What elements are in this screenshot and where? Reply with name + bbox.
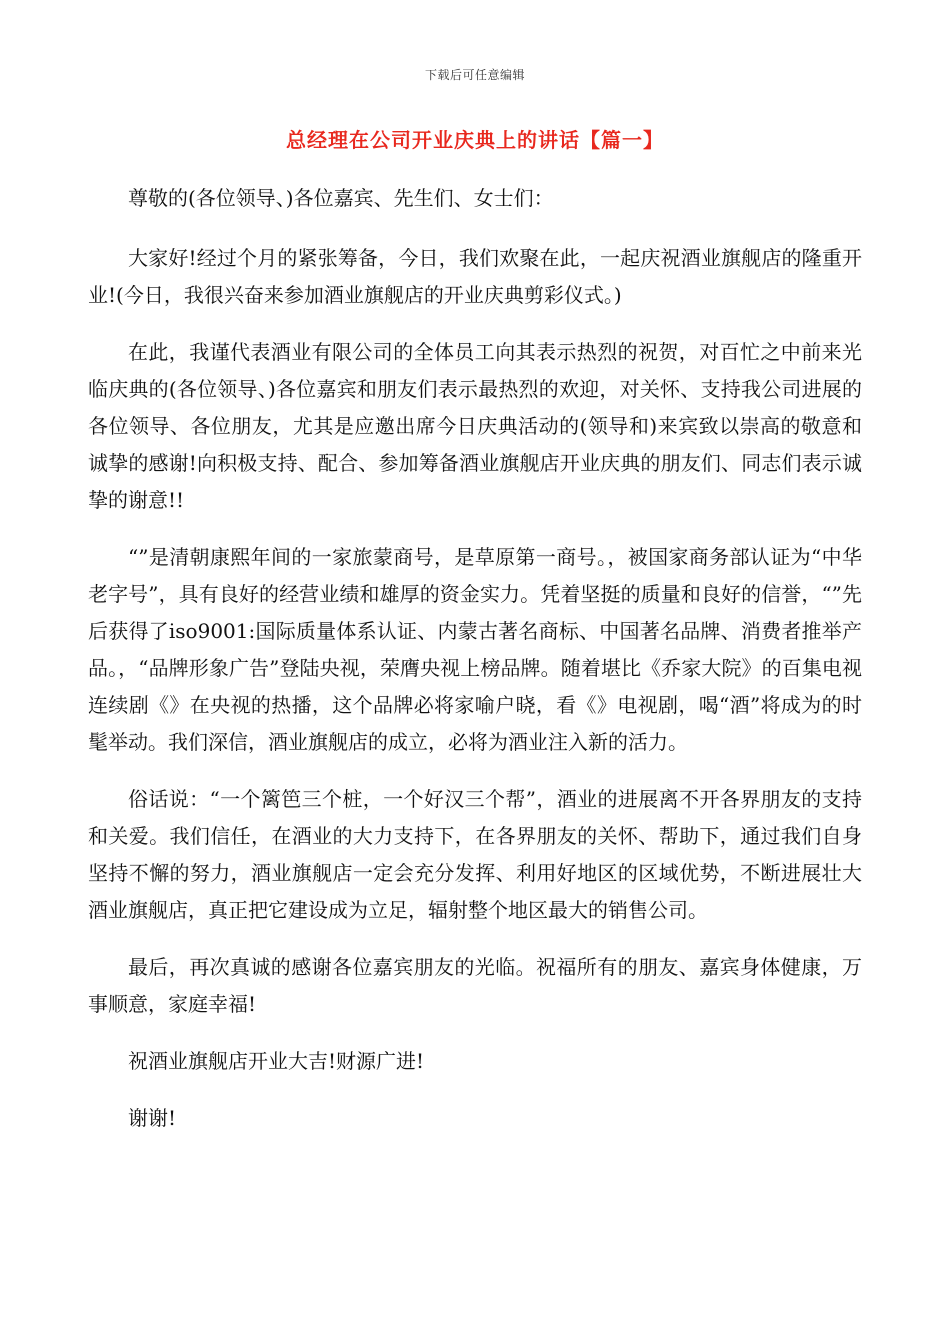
support-paragraph: 俗话说：“一个篱笆三个桩，一个好汉三个帮”，酒业的进展离不开各界朋友的支持和关爱。我们信任，在酒业的大力支持下，在各界朋友的关怀、帮助下，通过我们自身坚持不懈的努力，酒业旗舰店一定会充分发挥、利用好地区的区域优势，不断进展壮大酒业旗舰店，真正把它建设成为立足，辐射整个地区最大的销售公司。 <box>88 787 862 922</box>
document-title: 总经理在公司开业庆典上的讲话【篇一】 <box>286 128 664 152</box>
thank-you-paragraph: 谢谢! <box>128 1106 177 1130</box>
header-note: 下载后可任意编辑 <box>424 68 525 82</box>
blessing-paragraph: 祝酒业旗舰店开业大吉!财源广进! <box>128 1049 425 1073</box>
congratulation-paragraph: 在此，我谨代表酒业有限公司的全体员工向其表示热烈的祝贺，对百忙之中前来光临庆典的(各位领导、)各位嘉宾和朋友们表示最热烈的欢迎，对关怀、支持我公司进展的各位领导、各位朋友，尤其是应邀出席今日庆典活动的(领导和)来宾致以崇高的敬意和诚挚的感谢!向积极支持、配合、参加筹备酒业旗舰店开业庆典的朋友们、同志们表示诚挚的谢意!! <box>88 340 862 512</box>
greeting-paragraph: 大家好!经过个月的紧张筹备，今日，我们欢聚在此，一起庆祝酒业旗舰店的隆重开业!(今日，我很兴奋来参加酒业旗舰店的开业庆典剪彩仪式。) <box>88 246 862 307</box>
closing-thanks-paragraph: 最后，再次真诚的感谢各位嘉宾朋友的光临。祝福所有的朋友、嘉宾身体健康，万事顺意，家庭幸福! <box>88 955 862 1016</box>
document-body <box>88 180 862 1157</box>
salutation-paragraph: 尊敬的(各位领导、)各位嘉宾、先生们、女士们： <box>128 186 554 210</box>
brand-history-paragraph: “”是清朝康熙年间的一家旅蒙商号，是草原第一商号。，被国家商务部认证为“中华老字号”，具有良好的经营业绩和雄厚的资金实力。凭着坚挺的质量和良好的信誉，“”先后获得了iso9001:国际质量体系认证、内蒙古著名商标、中国著名品牌、消费者推举产品。，“品牌形象广告”登陆央视，荣膺央视上榜品牌。随着堪比《乔家大院》的百集电视连续剧《》在央视的热播，这个品牌必将家喻户晓，看《》电视剧，喝“酒”将成为的时髦举动。我们深信，酒业旗舰店的成立，必将为酒业注入新的活力。 <box>88 545 862 754</box>
